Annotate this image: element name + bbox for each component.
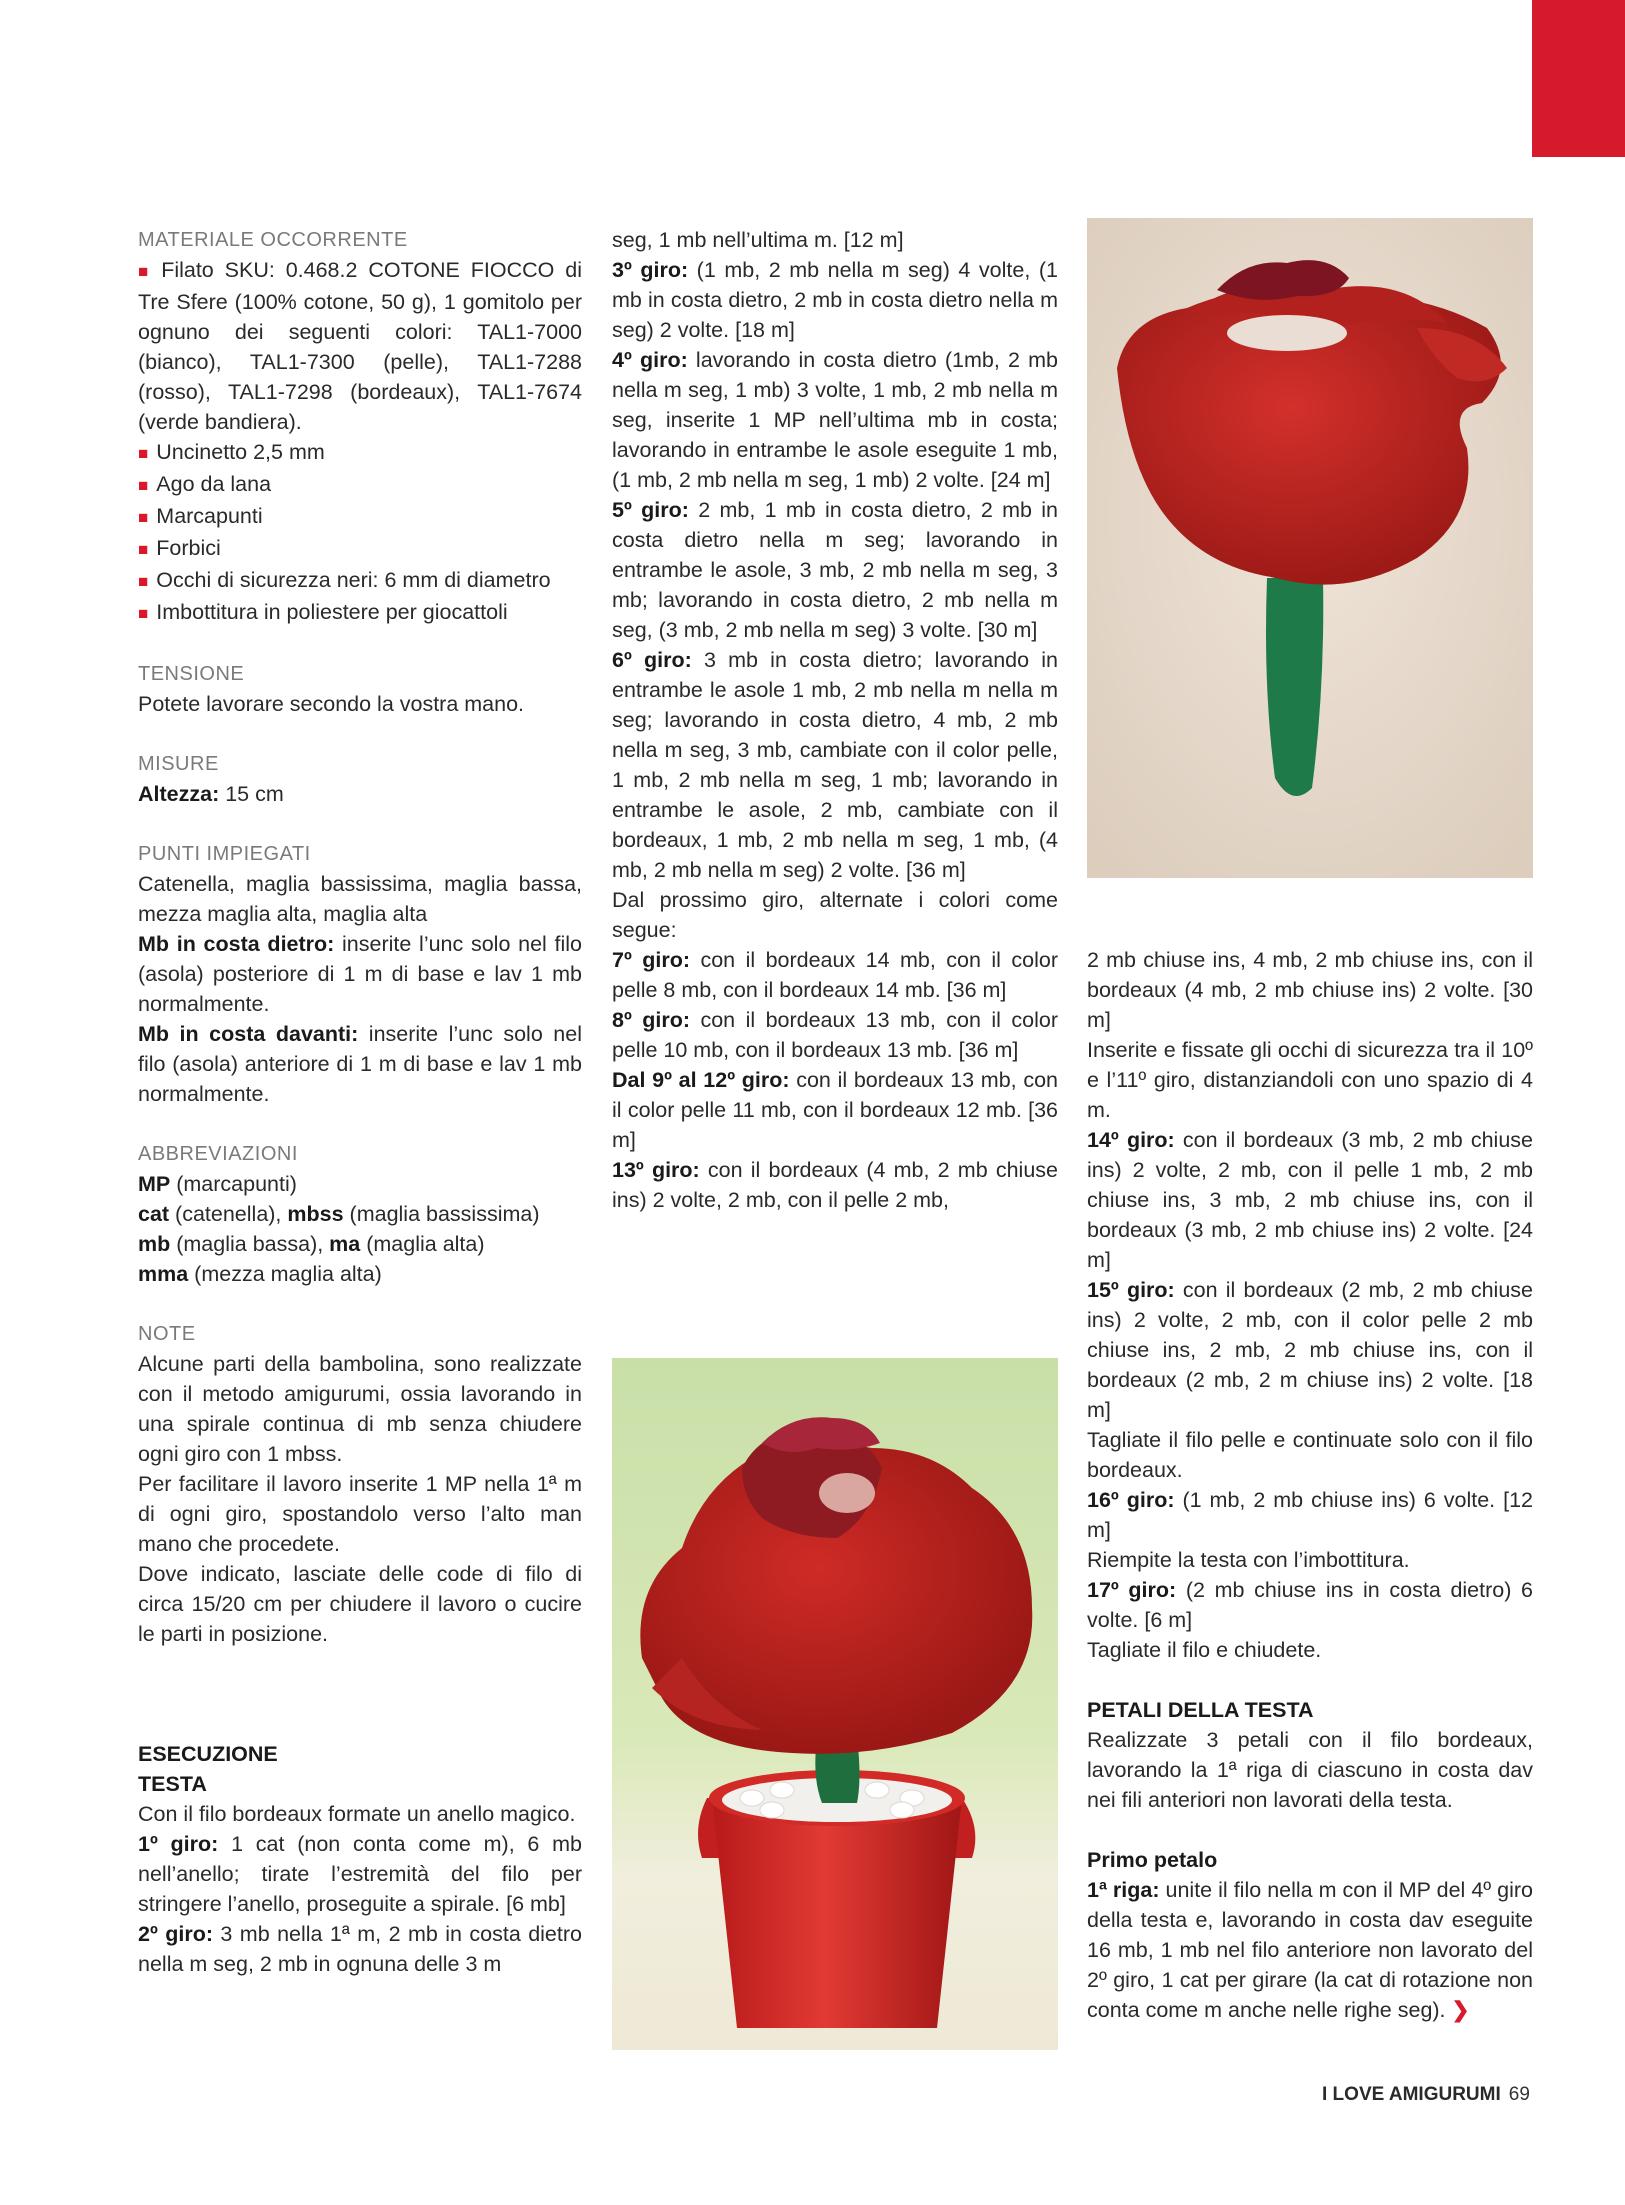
continued-text: 2 mb chiuse ins, 4 mb, 2 mb chiuse ins, con il bordeaux (4 mb, 2 mb chiuse ins) 2 volte. [30 m]	[1087, 948, 1533, 1032]
note-paragraph: Alcune parti della bambolina, sono realizzate con il metodo amigurumi, ossia lavorando in una spirale continua di mb senza chiudere ogni giro con 1 mbss.	[138, 1352, 582, 1466]
giro-6	[612, 645, 1058, 885]
giro-label: 17º giro:	[1087, 1578, 1177, 1602]
tensione-text: Potete lavorare secondo la vostra mano.	[138, 692, 525, 716]
giro-text: con il bordeaux 14 mb, con il color pelle 8 mb, con il bordeaux 14 mb. [36 m]	[612, 948, 1058, 1002]
abbrev-term: mma	[138, 1262, 189, 1286]
misure-label: Altezza:	[138, 782, 220, 806]
giro-7	[612, 945, 1058, 1005]
primo-petalo-heading: Primo petalo	[1087, 1848, 1218, 1872]
giro-text: lavorando in costa dietro (1mb, 2 mb nella m seg, 1 mb) 3 volte, 1 mb, 2 mb nella m seg, inserite 1 MP nell’ultima mb in costa; lavorando in entrambe le asole eseguite 1 mb, (1 mb, 2 mb nella m seg, 1 mb) 2 volte. [24 m]	[612, 348, 1058, 492]
tagliate-pelle: Tagliate il filo pelle e continuate solo con il filo bordeaux.	[1087, 1428, 1533, 1482]
giro-2	[138, 1919, 582, 1979]
giro-14	[1087, 1125, 1533, 1275]
punti-text: Catenella, maglia bassissima, maglia bassa, mezza maglia alta, maglia alta	[138, 872, 582, 926]
misure-value: 15 cm	[219, 782, 284, 806]
giro-label: 16º giro:	[1087, 1488, 1175, 1512]
giro-label: 2º giro:	[138, 1922, 213, 1946]
giro-13	[612, 1155, 1058, 1215]
abbreviazioni-heading: ABBREVIAZIONI	[138, 1143, 298, 1165]
materiale-item: ■ Occhi di sicurezza neri: 6 mm di diametro	[138, 565, 582, 597]
abbrev-line	[138, 1199, 582, 1229]
giro-label: Dal 9º al 12º giro:	[612, 1068, 790, 1092]
riga-text: unite il filo nella m con il MP del 4º giro della testa e, lavorando in costa dav eseguite 16 mb, 1 mb nel filo anteriore non lavorato del 2º giro, 1 cat per girare (la cat di rotazione non conta come m anche nelle righe seg).	[1087, 1878, 1533, 2022]
abbrev-def: (mezza maglia alta)	[188, 1262, 382, 1286]
abbrev-def: (marcapunti)	[170, 1172, 297, 1196]
esecuzione-heading: ESECUZIONE	[138, 1742, 278, 1766]
materiale-item: ■ Forbici	[138, 533, 582, 565]
rose-bucket-illustration	[612, 1358, 1058, 2050]
giro-16	[1087, 1485, 1533, 1545]
giro-text: 2 mb, 1 mb in costa dietro, 2 mb in costa dietro nella m seg; lavorando in entrambe le asole, 3 mb, 2 mb nella m seg, 3 mb; lavorando in costa dietro, 2 mb nella m seg, (3 mb, 2 mb nella m seg) 3 volte. [30 m]	[612, 498, 1058, 642]
giro-text: con il bordeaux 13 mb, con il color pelle 11 mb, con il bordeaux 12 mb. [36 m]	[612, 1068, 1059, 1152]
giro-label: 7º giro:	[612, 948, 691, 972]
giro-label: 3º giro:	[612, 258, 689, 282]
giro-label: 1º giro:	[138, 1832, 219, 1856]
materiale-item: ■ Marcapunti	[138, 501, 582, 533]
petali-heading: PETALI DELLA TESTA	[1087, 1698, 1314, 1722]
abbrev-line	[138, 1229, 582, 1259]
magazine-name: I LOVE AMIGURUMI	[1322, 2084, 1501, 2105]
giro-label: 4º giro:	[612, 348, 688, 372]
giro-text: con il bordeaux (3 mb, 2 mb chiuse ins) 2 volte, 2 mb, con il pelle 1 mb, 2 mb chiuse ins, 3 mb, 2 mb chiuse ins, con il bordeaux (3 mb, 2 mb chiuse ins) 2 volte. [24 m]	[1087, 1128, 1533, 1272]
giro-text: con il bordeaux (4 mb, 2 mb chiuse ins) 2 volte, 2 mb, con il pelle 2 mb,	[612, 1158, 1058, 1212]
abbrev-def: (catenella),	[169, 1202, 288, 1226]
testa-intro: Con il filo bordeaux formate un anello magico.	[138, 1802, 576, 1826]
chiudete-text: Tagliate il filo e chiudete.	[1087, 1638, 1322, 1662]
punti-heading: PUNTI IMPIEGATI	[138, 843, 311, 865]
materiale-item: ■ Ago da lana	[138, 469, 582, 501]
red-corner-tab	[1532, 0, 1625, 157]
giro-text: (2 mb chiuse ins in costa dietro) 6 volte. [6 m]	[1087, 1578, 1533, 1632]
abbrev-line	[138, 1259, 582, 1289]
abbrev-term: mbss	[287, 1202, 344, 1226]
abbrev-def: (maglia bassissima)	[343, 1202, 540, 1226]
note-heading: NOTE	[138, 1323, 196, 1345]
giro-4	[612, 345, 1058, 495]
rose-head-photo	[1087, 218, 1533, 878]
right-column	[1087, 945, 1533, 2025]
page-number: 69	[1508, 2084, 1530, 2105]
rose-head-illustration	[1087, 218, 1533, 878]
abbrev-def: (maglia alta)	[360, 1232, 485, 1256]
abbrev-line	[138, 1169, 582, 1199]
riga-1	[1087, 1875, 1533, 2025]
middle-column	[612, 225, 1058, 1215]
misure-text	[138, 779, 582, 809]
giro-text: con il bordeaux 13 mb, con il color pelle 10 mb, con il bordeaux 13 mb. [36 m]	[612, 1008, 1058, 1062]
giro-1	[138, 1829, 582, 1919]
continue-arrow-icon: ❯	[1451, 1998, 1470, 2022]
abbrev-term: mb	[138, 1232, 171, 1256]
giro-label: 15º giro:	[1087, 1278, 1175, 1302]
riempite-text: Riempite la testa con l’imbottitura.	[1087, 1548, 1410, 1572]
giro-label: 13º giro:	[612, 1158, 700, 1182]
page-footer	[1322, 2084, 1530, 2106]
costa-dietro-text: inserite l’unc solo nel filo (asola) posteriore di 1 m di base e lav 1 mb normalmente.	[138, 932, 582, 1016]
left-column	[138, 225, 582, 1979]
materiale-item: ■ Uncinetto 2,5 mm	[138, 437, 582, 469]
misure-heading: MISURE	[138, 753, 219, 775]
alternate-text: Dal prossimo giro, alternate i colori come segue:	[612, 888, 1058, 942]
giro-15	[1087, 1275, 1533, 1425]
materiale-item: ■ Filato SKU: 0.468.2 COTONE FIOCCO di Tre Sfere (100% cotone, 50 g), 1 gomitolo per ognuno dei seguenti colori: TAL1-7000 (bianco), TAL1-7300 (pelle), TAL1-7288 (rosso), TAL1-7298 (bordeaux), TAL1-7674 (verde bandiera).	[138, 255, 582, 437]
giro-label: 8º giro:	[612, 1008, 691, 1032]
occhi-text: Inserite e fissate gli occhi di sicurezza tra il 10º e l’11º giro, distanziandoli con uno spazio di 4 m.	[1087, 1038, 1533, 1122]
giro-17	[1087, 1575, 1533, 1635]
giro-text: con il bordeaux (2 mb, 2 mb chiuse ins) 2 volte, 2 mb, con il color pelle 2 mb chiuse ins, 2 mb, 2 mb chiuse ins, con il bordeaux (2 mb, 2 m chiuse ins) 2 volte. [18 m]	[1087, 1278, 1533, 1422]
rose-bucket-photo	[612, 1358, 1058, 2050]
giro-5	[612, 495, 1058, 645]
abbrev-term: MP	[138, 1172, 171, 1196]
giro-3	[612, 255, 1058, 345]
giro-8	[612, 1005, 1058, 1065]
giro-label: 6º giro:	[612, 648, 692, 672]
giro-text: 3 mb in costa dietro; lavorando in entrambe le asole 1 mb, 2 mb nella m nella m seg; lavorando in costa dietro, 4 mb, 2 mb nella m seg, 3 mb, cambiate con il color pelle, 1 mb, 2 mb nella m seg, 1 mb; lavorando in entrambe le asole, 2 mb, cambiate con il bordeaux, 1 mb, 2 mb nella m seg, 1 mb, (4 mb, 2 mb nella m seg) 2 volte. [36 m]	[612, 648, 1058, 882]
tensione-heading: TENSIONE	[138, 663, 245, 685]
giro-text: (1 mb, 2 mb chiuse ins) 6 volte. [12 m]	[1087, 1488, 1533, 1542]
giro-text: 1 cat (non conta come m), 6 mb nell’anello; tirate l’estremità del filo per stringere l’anello, proseguite a spirale. [6 mb]	[138, 1832, 582, 1916]
abbrev-def: (maglia bassa),	[170, 1232, 330, 1256]
giro-text: 3 mb nella 1ª m, 2 mb in costa dietro nella m seg, 2 mb in ognuna delle 3 m	[138, 1922, 582, 1976]
note-paragraph: Dove indicato, lasciate delle code di filo di circa 15/20 cm per chiudere il lavoro o cucire le parti in posizione.	[138, 1562, 582, 1646]
materiale-heading: MATERIALE OCCORRENTE	[138, 229, 408, 251]
costa-davanti-text: inserite l’unc solo nel filo (asola) anteriore di 1 m di base e lav 1 mb normalmente.	[138, 1022, 582, 1106]
costa-dietro-label: Mb in costa dietro:	[138, 932, 335, 956]
giro-text: (1 mb, 2 mb nella m seg) 4 volte, (1 mb in costa dietro, 2 mb in costa dietro nella m seg) 2 volte. [18 m]	[612, 258, 1058, 342]
materiale-item: ■ Imbottitura in poliestere per giocattoli	[138, 597, 582, 629]
continued-text: seg, 1 mb nell’ultima m. [12 m]	[612, 228, 904, 252]
abbrev-term: ma	[329, 1232, 361, 1256]
punti-costa-davanti	[138, 1019, 582, 1109]
giro-label: 5º giro:	[612, 498, 689, 522]
punti-costa-dietro	[138, 929, 582, 1019]
abbrev-term: cat	[138, 1202, 170, 1226]
riga-label: 1ª riga:	[1087, 1878, 1160, 1902]
note-paragraph: Per facilitare il lavoro inserite 1 MP nella 1ª m di ogni giro, spostandolo verso l’alto man mano che procedete.	[138, 1472, 582, 1556]
petali-text: Realizzate 3 petali con il filo bordeaux, lavorando la 1ª riga di ciascuno in costa dav nei fili anteriori non lavorati della testa.	[1087, 1728, 1533, 1812]
giro-9-12	[612, 1065, 1058, 1155]
testa-heading: TESTA	[138, 1772, 207, 1796]
costa-davanti-label: Mb in costa davanti:	[138, 1022, 359, 1046]
giro-label: 14º giro:	[1087, 1128, 1175, 1152]
